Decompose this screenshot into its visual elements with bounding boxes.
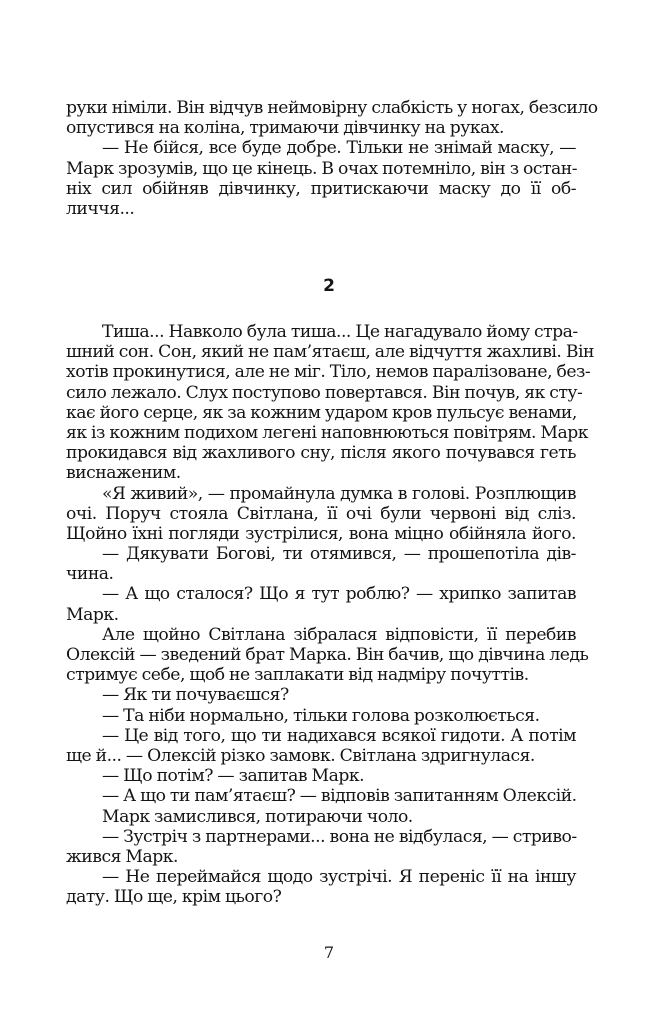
text-line: — Не переймайся щодо зустрічі. Я переніс її на іншу [102, 867, 576, 888]
text-line: — Дякувати Богові, ти отямився, — прошепотіла дів- [102, 544, 576, 565]
text-line: як із кожним подихом легені наповнюються повітрям. Марк [66, 422, 589, 443]
text-line: — А що сталося? Що я тут роблю? — хрипко запитав [102, 584, 576, 605]
text-line: опустився на коліна, тримаючи дівчинку на руках. [66, 118, 505, 139]
text-line: очі. Поруч стояла Світлана, її очі були червоні від сліз. [66, 503, 576, 524]
text-line: жився Марк. [66, 846, 178, 867]
text-line: кає його серце, як за кожним ударом кров пульсує венами, [66, 402, 577, 423]
text-line: — Як ти почуваєшся? [102, 685, 289, 706]
text-line: виснаженим. [66, 463, 181, 484]
text-line: «Я живий», — промайнула думка в голові. Розплющив [102, 483, 576, 504]
text-line: прокидався від жахливого сну, після якого почувався геть [66, 443, 576, 464]
text-line: — Та ніби нормально, тільки голова розколюється. [102, 705, 540, 726]
text-line: ніх сил обійняв дівчинку, притискаючи маску до її об- [66, 178, 576, 199]
text-line: Щойно їхні погляди зустрілися, вона міцно обійняла його. [66, 523, 576, 544]
text-line: — А що ти пам’ятаєш? — відповів запитанням Олексій. [102, 786, 577, 807]
text-line: руки німіли. Він відчув неймовірну слабкість у ногах, безсило [66, 98, 598, 118]
text-line: Олексій — зведений брат Марка. Він бачив, що дівчина ледь [66, 645, 589, 665]
text-line: сило лежало. Слух поступово повертався. Він почув, як сту- [66, 382, 583, 403]
chapter-text [66, 322, 594, 908]
text-line: Але щойно Світлана зібралася відповісти, її перебив [102, 624, 576, 645]
text-line: Марк замислився, потираючи чоло. [102, 806, 413, 827]
text-line: дату. Що ще, крім цього? [66, 887, 282, 908]
text-line: — Що потім? — запитав Марк. [102, 766, 365, 787]
text-line: шний сон. Сон, який не пам’ятаєш, але відчуття жахливі. Він [66, 342, 594, 363]
text-line: стримує себе, щоб не заплакати від надміру почуттів. [66, 665, 529, 686]
text-line: чина. [66, 564, 114, 585]
paragraph-block-1 [66, 98, 598, 219]
text-line: личчя... [66, 198, 135, 219]
chapter-number: 2 [323, 276, 335, 296]
page-number: 7 [323, 943, 335, 962]
text-line: Марк зрозумів, що це кінець. В очах потемніло, він з остан- [66, 158, 578, 179]
text-line: ще й... — Олексій різко замовк. Світлана здригнулася. [66, 745, 535, 766]
text-line: Тиша... Навколо була тиша... Це нагадувало йому стра- [102, 322, 578, 342]
text-line: — Зустріч з партнерами... вона не відбулася, — стриво- [102, 826, 577, 847]
text-line: — Не бійся, все буде добре. Тільки не знімай маску, — [102, 138, 576, 159]
text-line: — Це від того, що ти надихався всякої гидоти. А потім [102, 725, 576, 746]
text-line: Марк. [66, 604, 119, 625]
text-line: хотів прокинутися, але не міг. Тіло, немов паралізоване, без- [66, 362, 591, 383]
